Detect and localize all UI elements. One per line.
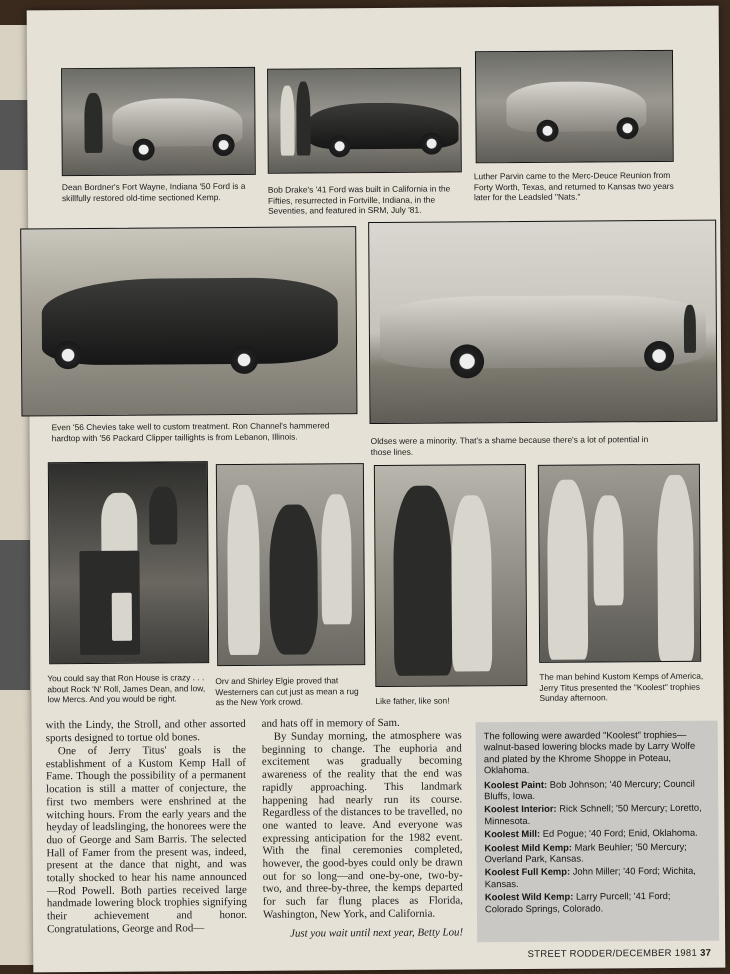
article-column-2: By Sunday morning, the atmosphere was beginning to change. The euphoria and excitement was gradually becoming awareness of the reality that the end was rapidly approaching. This landmark happening had nearly run its course. Regardless of the distances to be travelled, no one wanted to leave. And everyone was expressing anticipation for the 1982 event. With the final ceremonies completed, however, the good-byes could only be drawn out for so long—and one-by-one, two-by-two, and three-by-three, the kemps departed for such far flung places as Florida, Washington, New York, and California.	[261, 729, 463, 921]
photo-parvin-merc	[475, 50, 674, 163]
award-title: Koolest Full Kemp:	[484, 866, 571, 878]
previous-page-photo	[0, 540, 30, 690]
photo-ron-house	[48, 461, 209, 664]
previous-page-photo	[0, 100, 30, 170]
award-item	[484, 827, 710, 840]
award-item	[485, 865, 711, 889]
award-text: Bob Johnson; '40 Mercury; Council Bluffs, Iowa.	[484, 777, 695, 802]
award-item	[484, 802, 710, 826]
caption-father-son: Like father, like son!	[375, 695, 450, 707]
page-number: 37	[700, 947, 712, 959]
award-item	[484, 840, 710, 864]
award-title: Koolest Mild Kemp:	[484, 841, 573, 853]
award-item	[485, 890, 711, 914]
caption-olds: Oldses were a minority. That's a shame because there's a lot of potential in those lines.	[370, 434, 649, 457]
caption-elgie: Orv and Shirley Elgie proved that Westerners can cut just as mean a rug as the New York crowd.	[215, 675, 359, 708]
caption-jerry-titus: The man behind Kustom Kemps of America, Jerry Titus presented the "Koolest" trophies Sunday afternoon.	[539, 670, 704, 704]
award-text: Ed Pogue; '40 Ford; Enid, Oklahoma.	[542, 827, 698, 840]
sidebar-intro: The following were awarded "Koolest" trophies—walnut-based lowering blocks made by Larry Wolfe and plated by the Khrome Shoppe in Poteau, Oklahoma.	[483, 728, 696, 776]
photo-channel-chevy	[20, 226, 357, 416]
magazine-page	[27, 6, 726, 973]
photo-olds	[368, 220, 717, 424]
koolest-awards-sidebar	[476, 721, 720, 943]
photo-drake-ford	[267, 67, 462, 173]
photo-bordner-ford	[61, 67, 256, 176]
caption-ron-house: You could say that Ron House is crazy . . . about Rock 'N' Roll, James Dean, and low, low Mercs. And you would be right.	[47, 672, 206, 705]
award-text: Mark Beuhler; '50 Mercury; Overland Park, Kansas.	[484, 840, 687, 865]
award-title: Koolest Mill:	[484, 828, 541, 840]
caption-channel: Even '56 Chevies take well to custom treatment. Ron Channel's hammered hardtop with '56 Packard Clipper taillights is from Lebanon, Illinois.	[51, 420, 330, 443]
award-text: John Miller; '40 Ford; Wichita, Kansas.	[484, 865, 696, 890]
photo-father-son	[374, 464, 528, 687]
magazine-issue: STREET RODDER/DECEMBER 1981	[527, 947, 698, 960]
article-column-2-lead: and hats off in memory of Sam.	[261, 716, 400, 730]
photo-jerry-titus	[538, 464, 701, 663]
caption-drake: Bob Drake's '41 Ford was built in California in the Fifties, resurrected in Fortville, Indiana, in the Seventies, and featured in SRM, July '81.	[267, 183, 451, 216]
caption-parvin: Luther Parvin came to the Merc-Deuce Reunion from Forty Worth, Texas, and returned to Kansas two years later for the Leadsled "Nats."	[473, 169, 674, 203]
award-title: Koolest Paint:	[484, 778, 548, 790]
award-text: Larry Purcell; '41 Ford; Colorado Springs, Colorado.	[484, 890, 671, 914]
caption-bordner: Dean Bordner's Fort Wayne, Indiana '50 Ford is a skillfully restored old-time sectioned Kemp.	[61, 180, 246, 203]
article-column-1-lead: with the Lindy, the Stroll, and other assorted sports designed to tortue old bones.	[45, 717, 246, 745]
award-title: Koolest Interior:	[484, 803, 557, 815]
page-footer	[528, 948, 712, 960]
article-signoff: Just you wait until next year, Betty Lou!	[290, 926, 464, 940]
article-column-1: One of Jerry Titus' goals is the establishment of a Kustom Kemp Hall of Fame. Though the possibility of a permanent location is still a matter of conjecture, the first two members were enshrined at the witching hours. From the early years and the heyday of leadslinging, the honorees were the duo of George and Sam Barris. The selected Hall of Famer from the present was, indeed, present at the dance that night, and was totally shocked to hear his name announced—Rod Powell. Both parties received large handmade lowering block trophies signifying their achievement and honor. Congratulations, George and Rod—	[45, 743, 248, 936]
photo-elgie-dance	[216, 463, 365, 666]
award-text: Rick Schnell; '50 Mercury; Loretto, Minnesota.	[484, 802, 702, 827]
award-item	[484, 777, 710, 801]
award-title: Koolest Wild Kemp:	[484, 890, 574, 903]
